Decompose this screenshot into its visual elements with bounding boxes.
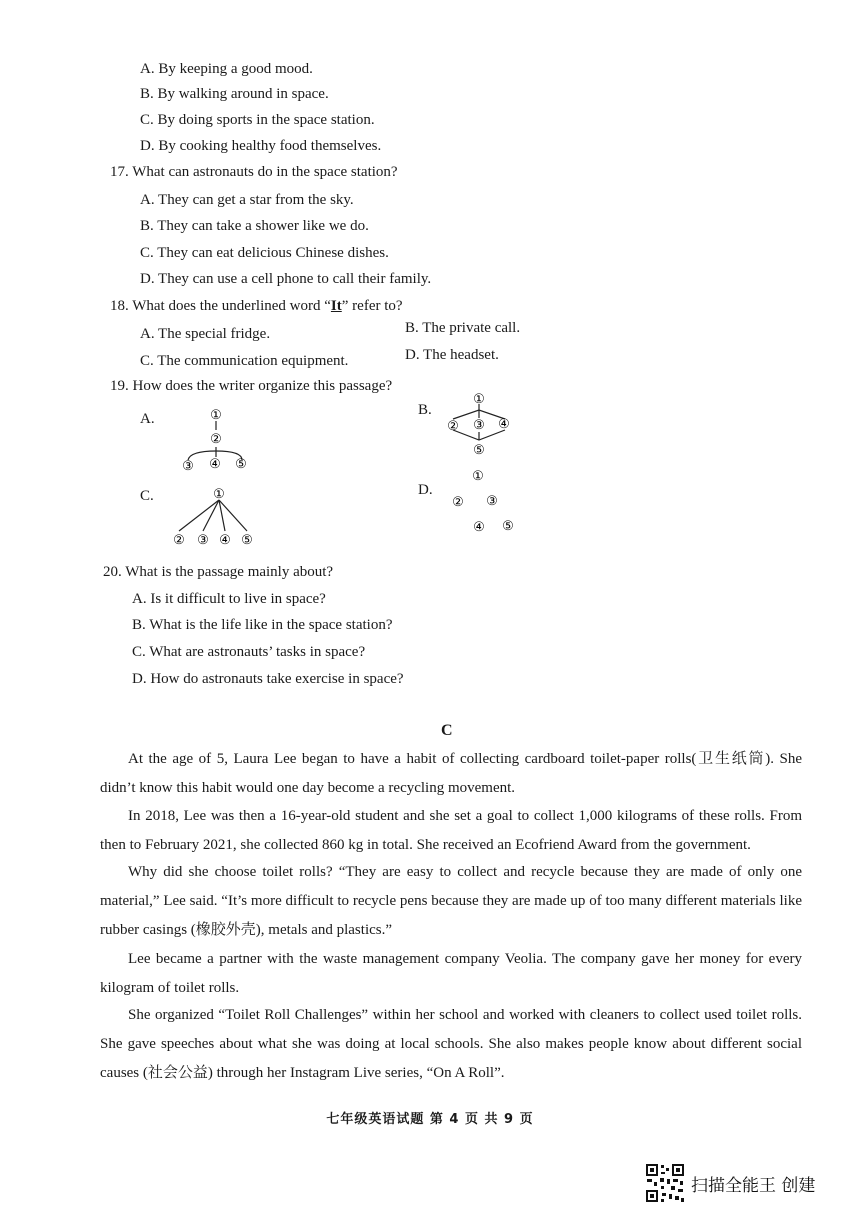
q19c-node-1: ①: [213, 486, 225, 501]
q18-option-b: B. The private call.: [405, 320, 521, 336]
q17-option-c: C. They can eat delicious Chinese dishes.: [140, 245, 389, 261]
q20-stem: 20. What is the passage mainly about?: [103, 564, 334, 580]
q18-option-d: D. The headset.: [405, 347, 499, 363]
section-c-paragraph-3: [100, 858, 802, 945]
q19-label-d: D.: [418, 482, 433, 498]
q18-underlined-word: It: [330, 298, 342, 314]
section-c-paragraph-4: [100, 945, 802, 1003]
q19d-node-5: ⑤: [502, 518, 514, 533]
q19-label-c: C.: [140, 488, 154, 504]
q19-diagram-a: [178, 404, 258, 474]
q20-option-a: A. Is it difficult to live in space?: [132, 591, 326, 607]
section-c-paragraph-5: [100, 1001, 802, 1088]
q19b-node-2: ②: [447, 418, 459, 433]
q19b-node-4: ④: [498, 416, 510, 431]
q16-option-c: C. By doing sports in the space station.: [140, 112, 375, 128]
q19c-node-5: ⑤: [241, 532, 253, 547]
watermark-text: 扫描全能王 创建: [691, 1175, 816, 1196]
q19-label-a: A.: [140, 411, 155, 427]
q20-option-d: D. How do astronauts take exercise in space?: [132, 671, 404, 687]
q17-option-b: B. They can take a shower like we do.: [140, 218, 369, 234]
paragraph-text: At the age of 5, Laura Lee began to have a habit of collecting cardboard toilet-paper rolls(卫生纸筒). She didn’t know this habit would one day become a recycling movement.: [100, 751, 802, 796]
page-footer: 七年级英语试题 第 4 页 共 9 页: [326, 1112, 534, 1127]
section-c-heading: C: [441, 722, 453, 739]
qr-code-icon: [645, 1163, 685, 1203]
paragraph-text: In 2018, Lee was then a 16-year-old student and she set a goal to collect 1,000 kilograms of these rolls. From then to February 2021, she collected 860 kg in total. She received an Ecofriend Award from the government.: [100, 808, 802, 853]
q19d-node-3: ③: [486, 493, 498, 508]
q19-diagram-d: [440, 462, 520, 537]
q19c-node-2: ②: [173, 532, 185, 547]
section-c-paragraph-2: [100, 802, 802, 860]
q19-diagram-b: [440, 390, 520, 465]
q19b-node-1: ①: [473, 391, 485, 406]
q18-stem-after: ” refer to?: [341, 298, 403, 314]
paragraph-text: Lee became a partner with the waste management company Veolia. The company gave her money for every kilogram of toilet rolls.: [100, 951, 802, 996]
q19a-node-3: ③: [182, 458, 194, 473]
q19-stem: 19. How does the writer organize this passage?: [110, 378, 393, 394]
paragraph-text: She organized “Toilet Roll Challenges” within her school and worked with cleaners to collect used toilet rolls. She gave speeches about what she was doing at local schools. She also makes people know about different social causes (社会公益) through her Instagram Live series, “On A Roll”.: [100, 1007, 802, 1081]
q19d-node-1: ①: [472, 468, 484, 483]
q16-option-b: B. By walking around in space.: [140, 86, 329, 102]
q19-diagram-c: [165, 482, 265, 548]
q19a-node-1: ①: [210, 407, 222, 422]
q19a-node-5: ⑤: [235, 456, 247, 471]
q19a-node-4: ④: [209, 456, 221, 471]
q19d-node-4: ④: [473, 519, 485, 534]
scanner-watermark: [645, 1163, 815, 1203]
paragraph-text: Why did she choose toilet rolls? “They are easy to collect and recycle because they are made of only one material,” Lee said. “It’s more difficult to recycle pens because they are made up of too many different materials like rubber casings (橡胶外壳), metals and plastics.”: [100, 864, 802, 938]
section-c-paragraph-1: [100, 745, 802, 803]
q19c-node-3: ③: [197, 532, 209, 547]
q17-stem: 17. What can astronauts do in the space station?: [110, 164, 398, 180]
q19a-node-2: ②: [210, 431, 222, 446]
q18-option-c: C. The communication equipment.: [140, 353, 349, 369]
q19-label-b: B.: [418, 402, 432, 418]
q19b-node-5: ⑤: [473, 442, 485, 457]
q20-option-b: B. What is the life like in the space station?: [132, 617, 393, 633]
q17-option-d: D. They can use a cell phone to call their family.: [140, 271, 432, 287]
q18-stem: [110, 297, 403, 315]
q18-option-a: A. The special fridge.: [140, 326, 271, 342]
q18-stem-before: 18. What does the underlined word “: [110, 298, 331, 314]
q19d-node-2: ②: [452, 494, 464, 509]
q16-option-a: A. By keeping a good mood.: [140, 61, 313, 77]
q20-option-c: C. What are astronauts’ tasks in space?: [132, 644, 366, 660]
q16-option-d: D. By cooking healthy food themselves.: [140, 138, 382, 154]
q19b-node-3: ③: [473, 417, 485, 432]
q19c-node-4: ④: [219, 532, 231, 547]
q17-option-a: A. They can get a star from the sky.: [140, 192, 354, 208]
